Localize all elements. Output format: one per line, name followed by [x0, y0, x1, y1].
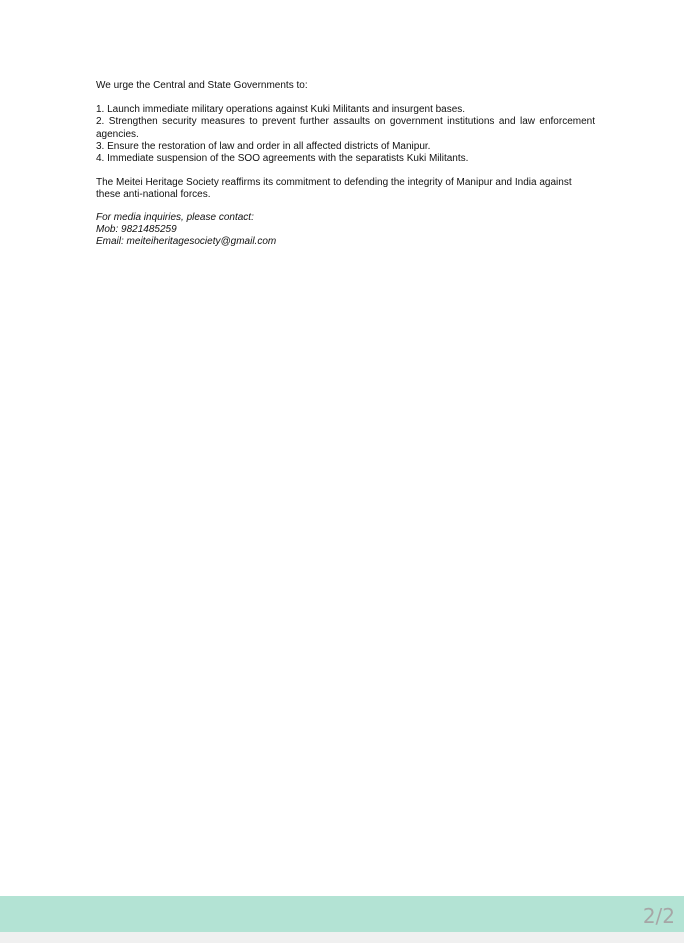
- demands-list: [96, 104, 595, 165]
- demand-item: 3. Ensure the restoration of law and order in all affected districts of Manipur.: [96, 140, 431, 152]
- contact-block: [96, 212, 595, 249]
- demand-item: 2. Strengthen security measures to prevent further assaults on government institutions and law enforcement agencies.: [96, 116, 595, 140]
- document-body: [96, 80, 595, 248]
- statement-text: The Meitei Heritage Society reaffirms its commitment to defending the integrity of Manipur and India against these anti-national forces.: [96, 177, 572, 201]
- contact-heading: For media inquiries, please contact:: [96, 211, 254, 223]
- demand-item: 1. Launch immediate military operations against Kuki Militants and insurgent bases.: [96, 104, 466, 116]
- bottom-strip: [0, 932, 684, 943]
- contact-email: Email: meiteiheritagesociety@gmail.com: [96, 236, 277, 248]
- page-number: 2/2: [642, 904, 675, 928]
- demand-item: 4. Immediate suspension of the SOO agreements with the separatists Kuki Militants.: [96, 153, 469, 165]
- footer-band: [0, 896, 684, 932]
- intro-text: We urge the Central and State Governments to:: [96, 80, 308, 91]
- contact-mobile: Mob: 9821485259: [96, 223, 177, 235]
